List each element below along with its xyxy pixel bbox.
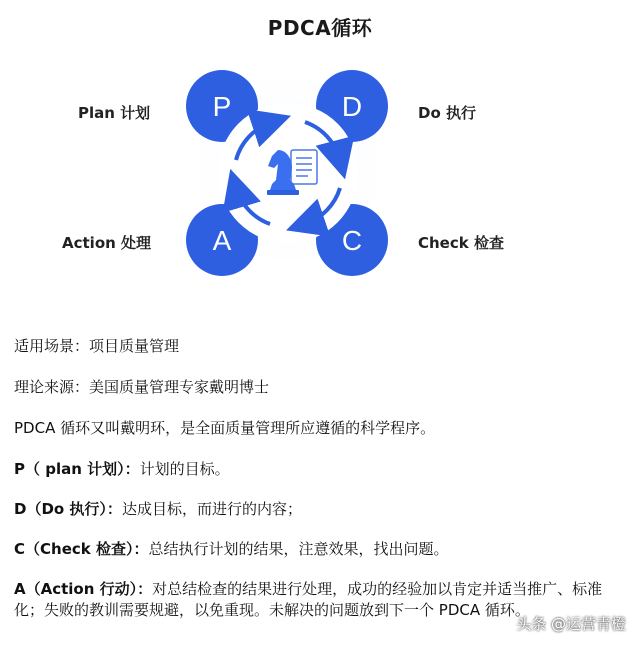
label-action: Action 处理	[62, 234, 152, 252]
circle-p-letter: P	[212, 91, 232, 122]
label-check: Check 检查	[418, 234, 504, 252]
d-value: 达成目标，而进行的内容；	[121, 500, 302, 518]
label-do: Do 执行	[418, 104, 476, 122]
circle-d-letter: D	[341, 91, 363, 122]
circle-c-letter: C	[341, 225, 363, 256]
c-key: C（Check 检查）：	[14, 540, 149, 558]
p-line	[14, 459, 626, 480]
c-line	[14, 539, 626, 560]
circle-a-letter: A	[212, 225, 232, 256]
d-line	[14, 499, 626, 520]
pdca-diagram	[0, 0, 640, 320]
a-key: A（Action 行动）：	[14, 580, 153, 598]
d-key: D（Do 执行）：	[14, 500, 122, 518]
page-title: PDCA循环	[267, 16, 373, 40]
scenario-line: 适用场景：项目质量管理	[14, 337, 180, 355]
definition-line: PDCA 循环又叫戴明环，是全面质量管理所应遵循的科学程序。	[14, 419, 436, 437]
source-line: 理论来源：美国质量管理专家戴明博士	[14, 378, 270, 396]
a-value: 对总结检查的结果进行处理，成功的经验加以肯定并适当推广、标准化；失败的教训需要规避，以免重现。未解决的问题放到下一个 PDCA 循环。	[14, 580, 603, 619]
label-plan: Plan 计划	[78, 104, 151, 122]
p-key: P（ plan 计划）：	[14, 460, 140, 478]
c-value: 总结执行计划的结果，注意效果，找出问题。	[148, 540, 449, 558]
watermark: 头条 @运营青橙	[516, 615, 626, 633]
p-value: 计划的目标。	[139, 460, 230, 478]
